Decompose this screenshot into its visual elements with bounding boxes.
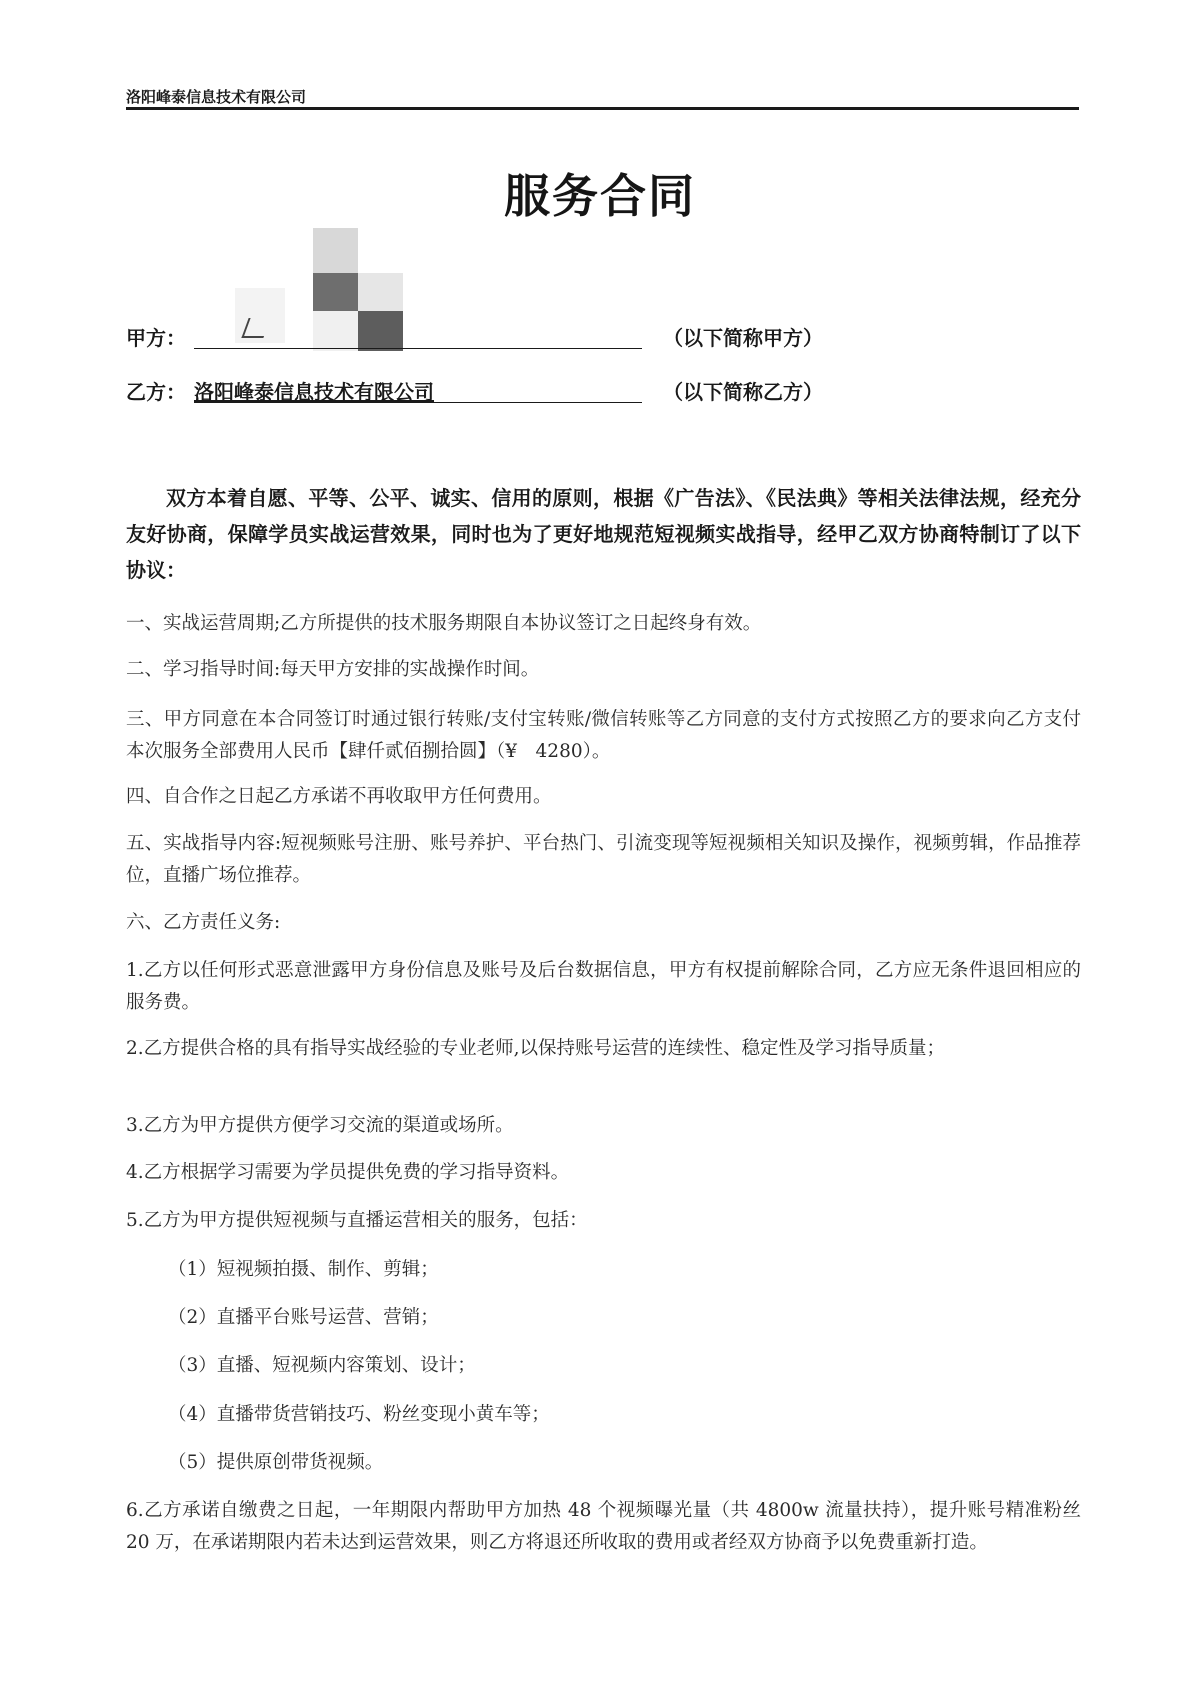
service-item-3: （3）直播、短视频内容策划、设计； bbox=[168, 1355, 476, 1376]
clause-4: 四、自合作之日起乙方承诺不再收取甲方任何费用。 bbox=[126, 786, 552, 807]
duty-5: 5.乙方为甲方提供短视频与直播运营相关的服务，包括： bbox=[126, 1210, 588, 1231]
service-item-2: （2）直播平台账号运营、营销； bbox=[168, 1307, 439, 1328]
intro-paragraph: 双方本着自愿、平等、公平、诚实、信用的原则，根据《广告法》、《民法典》等相关法律法规，经充分友好协商，保障学员实战运营效果，同时也为了更好地规范短视频实战指导，经甲乙双方协商特制订了以下协议： bbox=[126, 486, 1081, 582]
party-b-name-field bbox=[194, 376, 642, 403]
party-a-note: （以下简称甲方） bbox=[663, 326, 823, 350]
party-a-row bbox=[126, 322, 1086, 352]
duty-3: 3.乙方为甲方提供方便学习交流的渠道或场所。 bbox=[126, 1115, 514, 1136]
header-company: 洛阳峰泰信息技术有限公司 bbox=[126, 88, 307, 106]
party-a-label: 甲方： bbox=[126, 326, 186, 350]
party-b-note: （以下简称乙方） bbox=[663, 380, 823, 404]
service-item-4: （4）直播带货营销技巧、粉丝变现小黄车等； bbox=[168, 1404, 550, 1425]
duty-2: 2.乙方提供合格的具有指导实战经验的专业老师,以保持账号运营的连续性、稳定性及学习指导质量； bbox=[126, 1038, 946, 1059]
service-item-1: （1）短视频拍摄、制作、剪辑； bbox=[168, 1259, 439, 1280]
service-item-5: （5）提供原创带货视频。 bbox=[168, 1452, 384, 1473]
clause-6-heading: 六、乙方责任义务: bbox=[126, 912, 281, 933]
duty-1: 1.乙方以任何形式恶意泄露甲方身份信息及账号及后台数据信息，甲方有权提前解除合同，乙方应无条件退回相应的服务费。 bbox=[126, 960, 1081, 1013]
party-a-name-field bbox=[194, 322, 642, 349]
party-b-name: 洛阳峰泰信息技术有限公司 bbox=[194, 380, 434, 404]
party-b-label: 乙方： bbox=[126, 380, 186, 404]
party-b-row bbox=[126, 376, 1086, 406]
clause-1: 一、实战运营周期;乙方所提供的技术服务期限自本协议签订之日起终身有效。 bbox=[126, 613, 762, 634]
page-title: 服务合同 bbox=[504, 169, 696, 223]
clause-2: 二、学习指导时间:每天甲方安排的实战操作时间。 bbox=[126, 659, 540, 680]
header-divider bbox=[126, 107, 1079, 110]
duty-4: 4.乙方根据学习需要为学员提供免费的学习指导资料。 bbox=[126, 1162, 570, 1183]
clause-5: 五、实战指导内容:短视频账号注册、账号养护、平台热门、引流变现等短视频相关知识及操作，视频剪辑，作品推荐位，直播广场位推荐。 bbox=[126, 833, 1081, 886]
duty-6: 6.乙方承诺自缴费之日起，一年期限内帮助甲方加热 48 个视频曝光量（共 4800w 流量扶持），提升账号精准粉丝 20 万，在承诺期限内若未达到运营效果，则乙方将退还所收取的费用或者经双方协商予以免费重新打造。 bbox=[126, 1500, 1081, 1553]
clause-3: 三、甲方同意在本合同签订时通过银行转账/支付宝转账/微信转账等乙方同意的支付方式按照乙方的要求向乙方支付本次服务全部费用人民币【肆仟贰佰捌拾圆】（¥ 4280）。 bbox=[126, 709, 1081, 762]
